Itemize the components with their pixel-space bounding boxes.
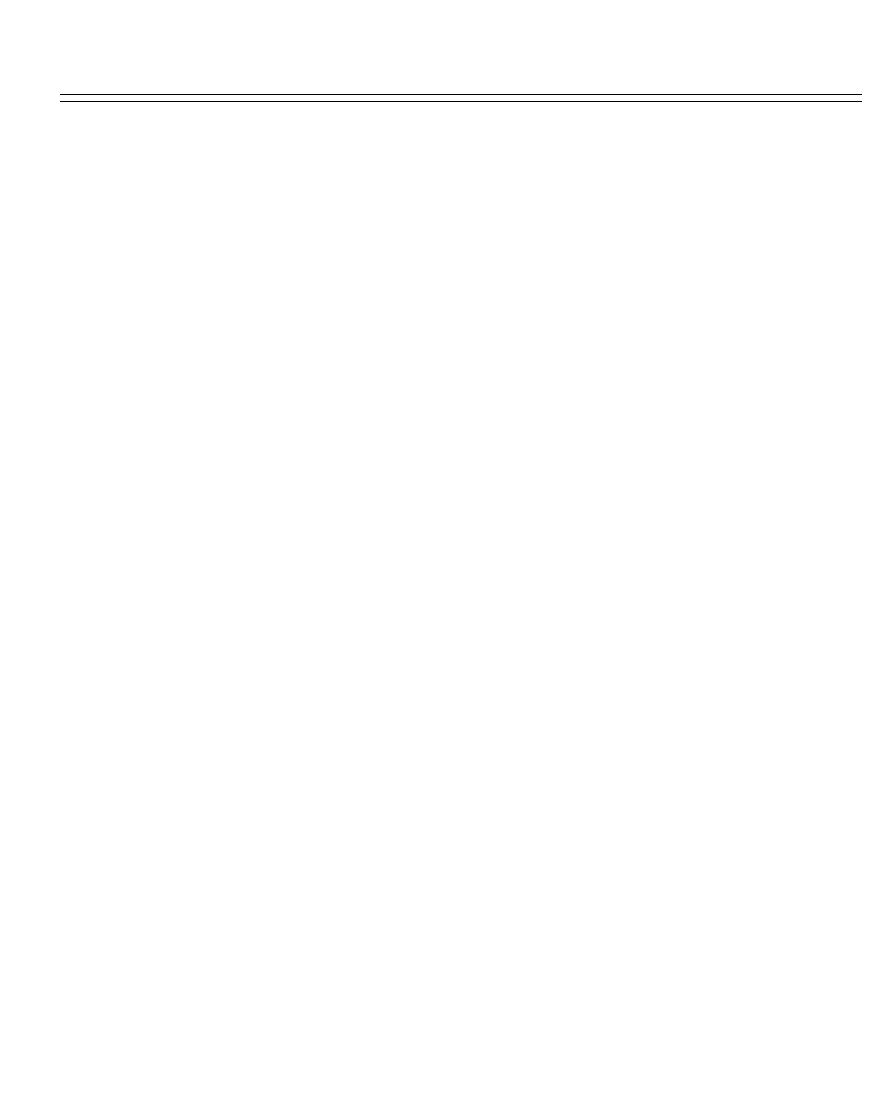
cyto-band-line-2 <box>60 101 862 102</box>
cyto-band-line <box>60 94 862 95</box>
